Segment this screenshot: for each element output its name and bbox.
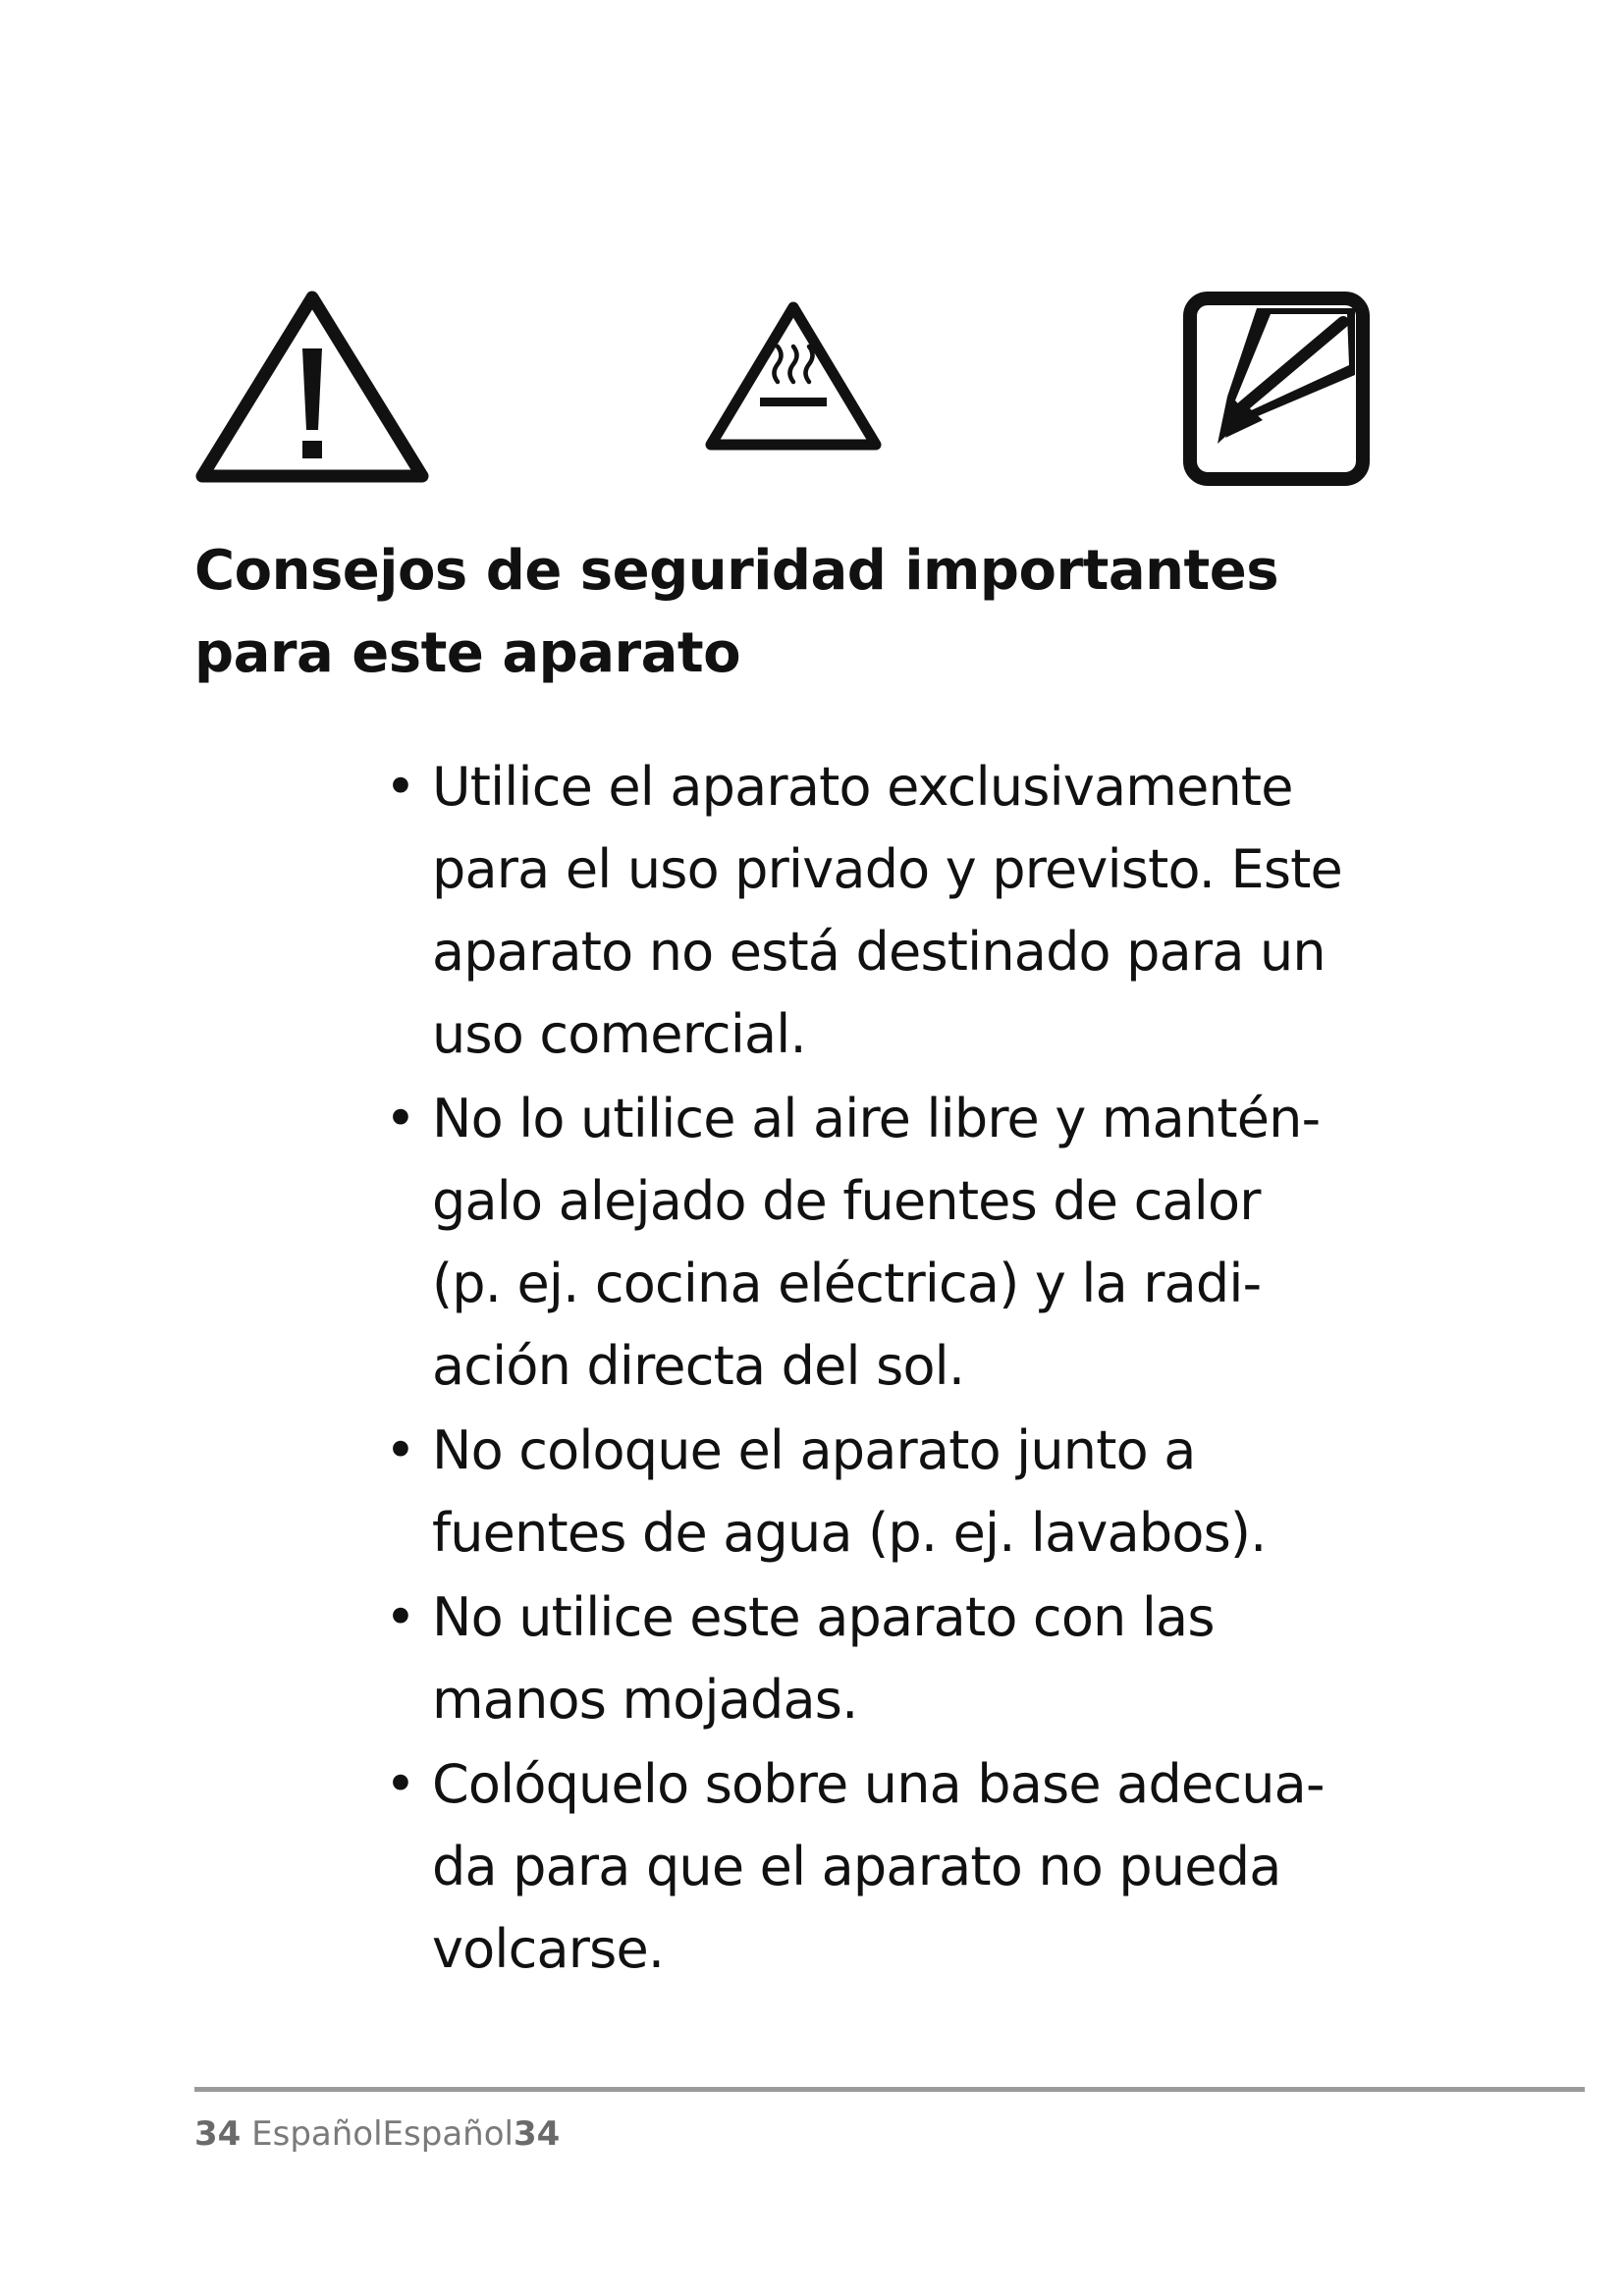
list-item-line: (p. ej. cocina eléctrica) y la radi- <box>432 1253 1262 1314</box>
list-item-line: uso comercial. <box>432 1003 806 1065</box>
list-item-line <box>385 1078 1445 1160</box>
list-item-line: ación directa del sol. <box>432 1335 965 1397</box>
list-item <box>385 1410 1445 1575</box>
page-number-left: 34 <box>194 2114 242 2154</box>
list-item-line: galo alejado de fuentes de calor <box>432 1170 1261 1232</box>
note-pencil-icon <box>1182 291 1371 487</box>
list-item <box>385 1576 1445 1741</box>
list-item-line <box>385 1743 1445 1826</box>
hot-surface-icon <box>703 299 884 456</box>
list-item-line: manos mojadas. <box>432 1669 858 1731</box>
list-item <box>385 1743 1445 1991</box>
bullet-marker: • <box>385 1586 416 1648</box>
bullet-marker: • <box>385 1088 416 1149</box>
list-item-line <box>385 1410 1445 1492</box>
list-item-text: No coloque el aparato junto a <box>432 1419 1196 1481</box>
list-item-text: Utilice el aparato exclusivamente <box>432 756 1293 818</box>
list-item <box>385 746 1445 1076</box>
page-number-right: 34 <box>513 2114 561 2154</box>
warning-triangle-icon <box>192 288 432 488</box>
list-item-text: No lo utilice al aire libre y mantén- <box>432 1088 1321 1149</box>
list-item-line: da para que el aparato no pueda <box>432 1836 1281 1897</box>
list-item-line: volcarse. <box>432 1918 665 1980</box>
page-footer <box>194 2112 560 2156</box>
list-item-line: para el uso privado y previsto. Este <box>432 838 1342 900</box>
bullet-marker: • <box>385 756 416 818</box>
list-item-text: Colóquelo sobre una base adecua- <box>432 1753 1325 1815</box>
page-title <box>194 530 1422 695</box>
list-item <box>385 1078 1445 1408</box>
list-item-line: aparato no está destinado para un <box>432 921 1326 983</box>
list-item-text: No utilice este aparato con las <box>432 1586 1215 1648</box>
footer-divider <box>194 2087 1585 2092</box>
page-title-line-2: para este aparato <box>194 621 741 685</box>
bullet-marker: • <box>385 1753 416 1815</box>
safety-tips-list <box>385 746 1445 1993</box>
list-item-line <box>385 1576 1445 1659</box>
list-item-line <box>385 746 1445 828</box>
bullet-marker: • <box>385 1419 416 1481</box>
footer-language-label: EspañolEspañol <box>251 2114 514 2154</box>
page-title-line-1: Consejos de seguridad importantes <box>194 539 1279 603</box>
list-item-line: fuentes de agua (p. ej. lavabos). <box>432 1502 1267 1564</box>
